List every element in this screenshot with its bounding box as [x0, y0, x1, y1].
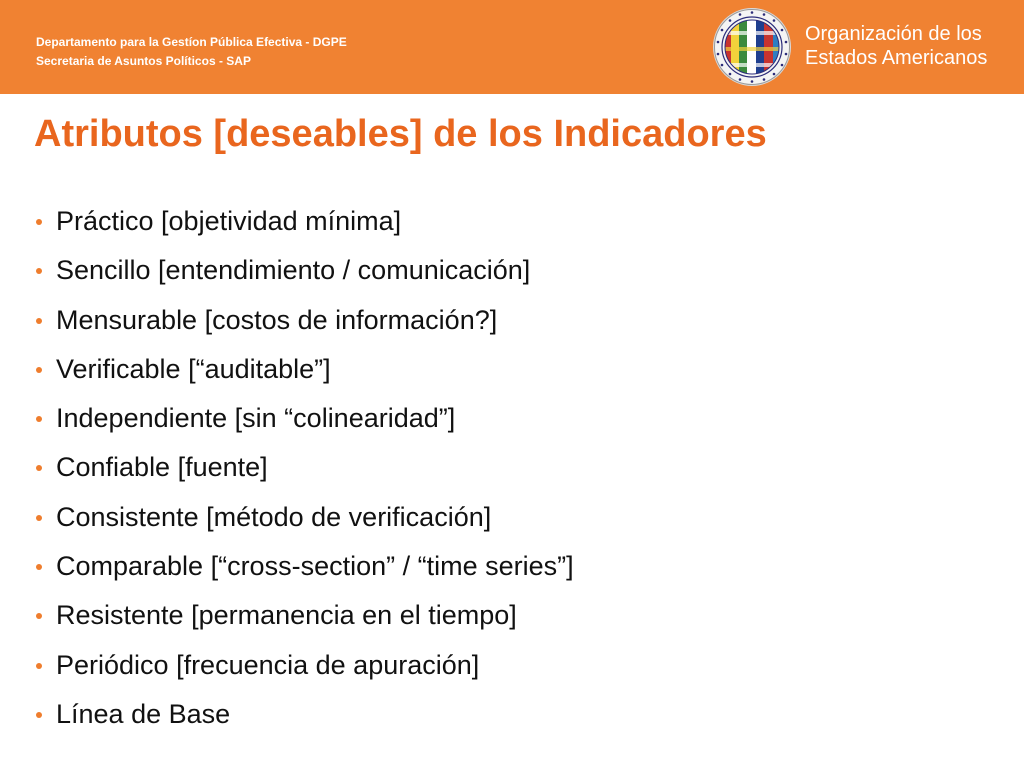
bullet-item-confiable — [34, 444, 574, 493]
bullet-text: Independiente [sin “colinearidad”] — [56, 403, 456, 434]
organization-name-line-2: Estados Americanos — [805, 47, 988, 69]
bullet-item-independiente — [34, 395, 574, 444]
bullet-dot-icon — [36, 268, 42, 274]
bullet-dot-icon — [36, 219, 42, 225]
bullet-text: Práctico [objetividad mínima] — [56, 206, 402, 236]
bullet-text: Verificable [“auditable”] — [56, 353, 331, 384]
bullet-dot-icon — [36, 663, 42, 669]
bullet-dot-icon — [36, 712, 42, 718]
organization-name-line-1: Organización de los — [805, 23, 982, 45]
bullet-dot-icon — [36, 465, 42, 471]
bullet-dot-icon — [36, 564, 42, 570]
bullet-item-practico — [34, 198, 574, 247]
bullet-text: Mensurable [costos de información?] — [56, 304, 498, 335]
bullet-text: Sencillo [entendimiento / comunicación] — [56, 255, 531, 286]
slide-title: Atributos [deseables] de los Indicadores — [34, 113, 767, 155]
department-info — [36, 33, 347, 71]
bullet-dot-icon — [36, 367, 42, 373]
bullet-dot-icon — [36, 318, 42, 324]
organization-name — [805, 22, 987, 70]
department-line-2: Secretaria de Asuntos Políticos - SAP — [36, 54, 251, 68]
bullet-dot-icon — [36, 515, 42, 521]
header-bar — [0, 0, 1024, 94]
bullet-dot-icon — [36, 416, 42, 422]
bullet-text: Confiable [fuente] — [56, 452, 268, 483]
bullet-text: Resistente [permanencia en el tiempo] — [56, 600, 517, 631]
bullet-item-consistente — [34, 494, 574, 543]
bullet-item-verificable — [34, 346, 574, 395]
department-line-1: Departamento para la Gestíon Pública Efectiva - DGPE — [36, 35, 347, 49]
bullet-text: Línea de Base — [56, 698, 231, 729]
oas-seal-icon — [712, 7, 792, 87]
bullet-text: Periódico [frecuencia de apuración] — [56, 649, 480, 680]
bullet-item-periodico — [34, 642, 574, 691]
bullet-item-mensurable — [34, 297, 574, 346]
bullet-item-linea-de-base — [34, 691, 574, 740]
bullet-item-resistente — [34, 592, 574, 641]
bullet-item-sencillo — [34, 247, 574, 296]
bullet-dot-icon — [36, 613, 42, 619]
bullet-text: Comparable [“cross-section” / “time series”] — [56, 551, 574, 582]
bullet-text: Consistente [método de verificación] — [56, 501, 492, 532]
bullet-list — [34, 198, 574, 740]
bullet-item-comparable — [34, 543, 574, 592]
